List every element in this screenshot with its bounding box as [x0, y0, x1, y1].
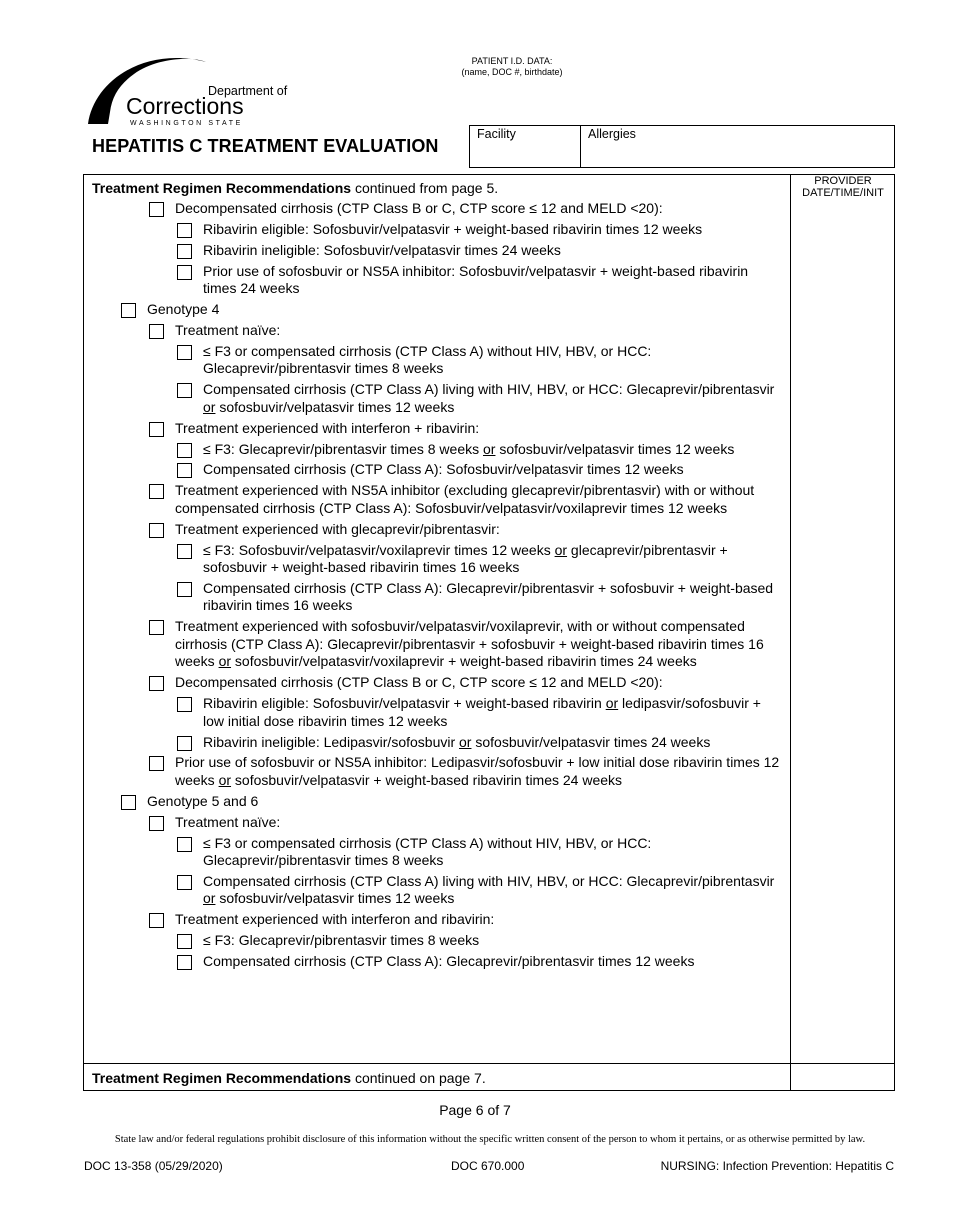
text-run: Compensated cirrhosis (CTP Class A): Glecaprevir/pibrentasvir + sofosbuvir + weight-based ribavirin times 16 weeks	[203, 579, 774, 614]
text-run: sofosbuvir/velpatasvir + weight-based ribavirin times 24 weeks	[231, 771, 623, 788]
checkbox[interactable]	[177, 383, 192, 398]
checkbox[interactable]	[149, 422, 164, 437]
provider-header-line2: DATE/TIME/INIT	[802, 187, 884, 199]
checklist-item-text	[203, 835, 651, 869]
text-run: Ribavirin eligible: Sofosbuvir/velpatasvir + weight-based ribavirin times 12 weeks	[203, 220, 703, 237]
checklist-item	[92, 482, 782, 517]
checkbox[interactable]	[177, 582, 192, 597]
checklist-item	[92, 542, 782, 577]
patient-id-sub: (name, DOC #, birthdate)	[461, 67, 563, 77]
text-run: Treatment experienced with interferon + ribavirin:	[175, 419, 480, 436]
checklist-item-text	[203, 221, 702, 237]
checkbox[interactable]	[177, 244, 192, 259]
checklist-item	[92, 953, 782, 971]
checklist-item	[92, 911, 782, 929]
checkbox[interactable]	[177, 697, 192, 712]
checkbox[interactable]	[149, 676, 164, 691]
text-run: Compensated cirrhosis (CTP Class A): Glecaprevir/pibrentasvir times 12 weeks	[203, 953, 695, 970]
underlined-or: or	[605, 695, 619, 712]
checklist-item	[92, 461, 782, 479]
checklist-item-text	[147, 793, 258, 809]
checklist-item	[92, 381, 782, 416]
checkbox[interactable]	[149, 484, 164, 499]
page-title: HEPATITIS C TREATMENT EVALUATION	[92, 136, 439, 156]
text-run: Compensated cirrhosis (CTP Class A) living with HIV, HBV, or HCC: Glecaprevir/pibrentasvir	[203, 872, 775, 889]
continued-note-bold: Treatment Regimen Recommendations	[92, 1070, 352, 1086]
text-run: glecaprevir/pibrentasvir + sofosbuvir + weight-based ribavirin times 16 weeks	[203, 541, 728, 576]
text-run: Prior use of sofosbuvir or NS5A inhibitor: Sofosbuvir/velpatasvir + weight-based ribavirin times 24 weeks	[203, 262, 749, 297]
checklist-item	[92, 221, 782, 239]
patient-id-title: PATIENT I.D. DATA:	[471, 56, 553, 66]
facility-allergies-box	[469, 125, 895, 168]
checklist-item-text	[203, 734, 710, 750]
text-run: Compensated cirrhosis (CTP Class A) living with HIV, HBV, or HCC: Glecaprevir/pibrentasvir	[203, 381, 775, 398]
text-run: ≤ F3: Sofosbuvir/velpatasvir/voxilaprevir times 12 weeks	[203, 541, 555, 558]
checklist-item	[92, 793, 782, 811]
checkbox[interactable]	[177, 736, 192, 751]
underlined-or: or	[218, 771, 232, 788]
checklist-item	[92, 873, 782, 908]
provider-header-line1: PROVIDER	[814, 175, 872, 187]
checklist-item-text	[203, 542, 728, 576]
checklist-item	[92, 420, 782, 438]
facility-label: Facility	[477, 127, 516, 141]
checklist-item-text	[203, 932, 479, 948]
checkbox[interactable]	[149, 523, 164, 538]
logo-line3: WASHINGTON STATE	[130, 120, 243, 127]
regimen-content	[92, 180, 782, 974]
checklist-item-text	[203, 441, 734, 457]
text-run: sofosbuvir/velpatasvir times 12 weeks	[495, 440, 735, 457]
allergies-label: Allergies	[588, 127, 636, 141]
text-run: sofosbuvir/velpatasvir times 24 weeks	[471, 733, 711, 750]
checklist-item	[92, 322, 782, 340]
continued-note	[92, 1070, 486, 1086]
checklist-item-text	[203, 263, 748, 297]
checklist-item-text	[175, 618, 764, 669]
text-run: ≤ F3: Glecaprevir/pibrentasvir times 8 weeks	[203, 932, 480, 949]
text-run: Treatment experienced with sofosbuvir/velpatasvir/voxilaprevir, with or without compensated cirrhosis (CTP Class A): Glecaprevir/pibrentasvir + sofosbuvir + weight-based ribavirin times 16 weeks	[175, 618, 764, 670]
checkbox[interactable]	[177, 544, 192, 559]
checkbox[interactable]	[149, 324, 164, 339]
section-heading	[92, 180, 782, 198]
continued-note-rest: continued on page 7.	[351, 1070, 486, 1086]
category-label: NURSING: Infection Prevention: Hepatitis C	[660, 1159, 894, 1173]
checklist-item-text	[203, 461, 684, 477]
text-run: Genotype 5 and 6	[147, 792, 259, 809]
checklist-item	[92, 814, 782, 832]
checklist-item	[92, 301, 782, 319]
text-run: ≤ F3: Glecaprevir/pibrentasvir times 8 weeks	[203, 440, 483, 457]
checklist-item-text	[175, 482, 754, 516]
text-run: Treatment experienced with glecaprevir/pibrentasvir:	[175, 520, 500, 537]
checklist-item-text	[203, 580, 773, 614]
checklist-item-text	[203, 343, 651, 377]
text-run: Ribavirin ineligible: Sofosbuvir/velpatasvir times 24 weeks	[203, 241, 561, 258]
text-run: sofosbuvir/velpatasvir times 12 weeks	[215, 398, 455, 415]
text-run: Treatment experienced with NS5A inhibitor (excluding glecaprevir/pibrentasvir) with or without compensated cirrhosis (CTP Class A): Sofosbuvir/velpatasvir/voxilaprevir times 12 weeks	[175, 482, 755, 516]
checklist-item-text	[175, 200, 663, 216]
checklist-item	[92, 441, 782, 459]
checkbox[interactable]	[149, 913, 164, 928]
text-run: Decompensated cirrhosis (CTP Class B or C, CTP score ≤ 12 and MELD <20):	[175, 674, 663, 691]
text-run: Treatment naïve:	[175, 813, 281, 830]
patient-id-block	[412, 56, 612, 78]
logo-arc-graphic	[86, 52, 288, 127]
checkbox[interactable]	[177, 345, 192, 360]
checklist-item	[92, 263, 782, 298]
page-number: Page 6 of 7	[439, 1102, 511, 1118]
checklist-item-text	[175, 521, 500, 537]
checklist	[92, 200, 782, 971]
checklist-item	[92, 618, 782, 671]
form-number: DOC 13-358 (05/29/2020)	[84, 1159, 223, 1173]
text-run: sofosbuvir/velpatasvir/voxilaprevir + weight-based ribavirin times 24 weeks	[231, 653, 697, 670]
text-run: Ribavirin eligible: Sofosbuvir/velpatasvir + weight-based ribavirin	[203, 695, 606, 712]
section-heading-bold: Treatment Regimen Recommendations	[92, 180, 352, 196]
checkbox[interactable]	[149, 202, 164, 217]
text-run: Treatment naïve:	[175, 321, 281, 338]
checklist-item	[92, 580, 782, 615]
underlined-or: or	[203, 398, 216, 415]
text-run: Compensated cirrhosis (CTP Class A): Sofosbuvir/velpatasvir times 12 weeks	[203, 461, 684, 478]
checkbox[interactable]	[177, 443, 192, 458]
checklist-item-text	[203, 381, 774, 415]
checkbox[interactable]	[177, 265, 192, 280]
text-run: sofosbuvir/velpatasvir times 12 weeks	[215, 890, 455, 907]
underlined-or: or	[218, 653, 232, 670]
underlined-or: or	[459, 733, 472, 750]
checkbox[interactable]	[177, 875, 192, 890]
checkbox[interactable]	[121, 795, 136, 810]
checklist-item	[92, 754, 782, 789]
checklist-item	[92, 521, 782, 539]
logo-line1: Department of	[208, 84, 288, 98]
checkbox[interactable]	[149, 620, 164, 635]
checkbox[interactable]	[177, 934, 192, 949]
checkbox[interactable]	[149, 816, 164, 831]
checkbox[interactable]	[177, 837, 192, 852]
checklist-item-text	[175, 322, 280, 338]
underlined-or: or	[554, 541, 568, 558]
provider-column-header	[791, 175, 895, 199]
checkbox[interactable]	[177, 223, 192, 238]
underlined-or: or	[483, 440, 496, 457]
checklist-item	[92, 343, 782, 378]
checklist-item	[92, 242, 782, 260]
checklist-item-text	[175, 911, 494, 927]
checklist-item-text	[203, 953, 694, 969]
checklist-item-text	[175, 814, 280, 830]
checklist-item	[92, 835, 782, 870]
checkbox[interactable]	[177, 955, 192, 970]
checklist-item	[92, 932, 782, 950]
checkbox[interactable]	[177, 463, 192, 478]
checkbox[interactable]	[149, 756, 164, 771]
checklist-item	[92, 734, 782, 752]
checklist-item-text	[175, 420, 479, 436]
text-run: ≤ F3 or compensated cirrhosis (CTP Class A) without HIV, HBV, or HCC: Glecaprevir/pibrentasvir times 8 weeks	[203, 834, 652, 869]
logo-line2: Corrections	[126, 93, 244, 119]
text-run: Genotype 4	[147, 301, 220, 318]
checklist-item	[92, 674, 782, 692]
checklist-item-text	[203, 695, 761, 729]
checklist-item-text	[175, 754, 779, 788]
underlined-or: or	[203, 890, 216, 907]
checklist-item-text	[147, 301, 219, 317]
section-heading-rest: continued from page 5.	[351, 180, 499, 196]
checkbox[interactable]	[121, 303, 136, 318]
checklist-item	[92, 200, 782, 218]
text-run: Prior use of sofosbuvir or NS5A inhibitor: Ledipasvir/sofosbuvir + low initial dose ribavirin times 12 weeks	[175, 754, 780, 788]
policy-number: DOC 670.000	[451, 1159, 525, 1173]
checklist-item-text	[175, 674, 663, 690]
checklist-item	[92, 695, 782, 730]
checklist-item-text	[203, 242, 561, 258]
text-run: ≤ F3 or compensated cirrhosis (CTP Class A) without HIV, HBV, or HCC: Glecaprevir/pibrentasvir times 8 weeks	[203, 342, 652, 377]
text-run: Treatment experienced with interferon and ribavirin:	[175, 911, 495, 928]
text-run: Decompensated cirrhosis (CTP Class B or C, CTP score ≤ 12 and MELD <20):	[175, 200, 663, 216]
checklist-item-text	[203, 873, 774, 907]
doc-logo	[86, 52, 288, 127]
text-run: Ribavirin ineligible: Ledipasvir/sofosbuvir	[203, 733, 460, 750]
text-run: ledipasvir/sofosbuvir + low initial dose ribavirin times 12 weeks	[203, 695, 761, 729]
legal-notice: State law and/or federal regulations prohibit disclosure of this information without the specific written consent of the person to whom it pertains, or as otherwise permitted by law.	[114, 1134, 866, 1145]
